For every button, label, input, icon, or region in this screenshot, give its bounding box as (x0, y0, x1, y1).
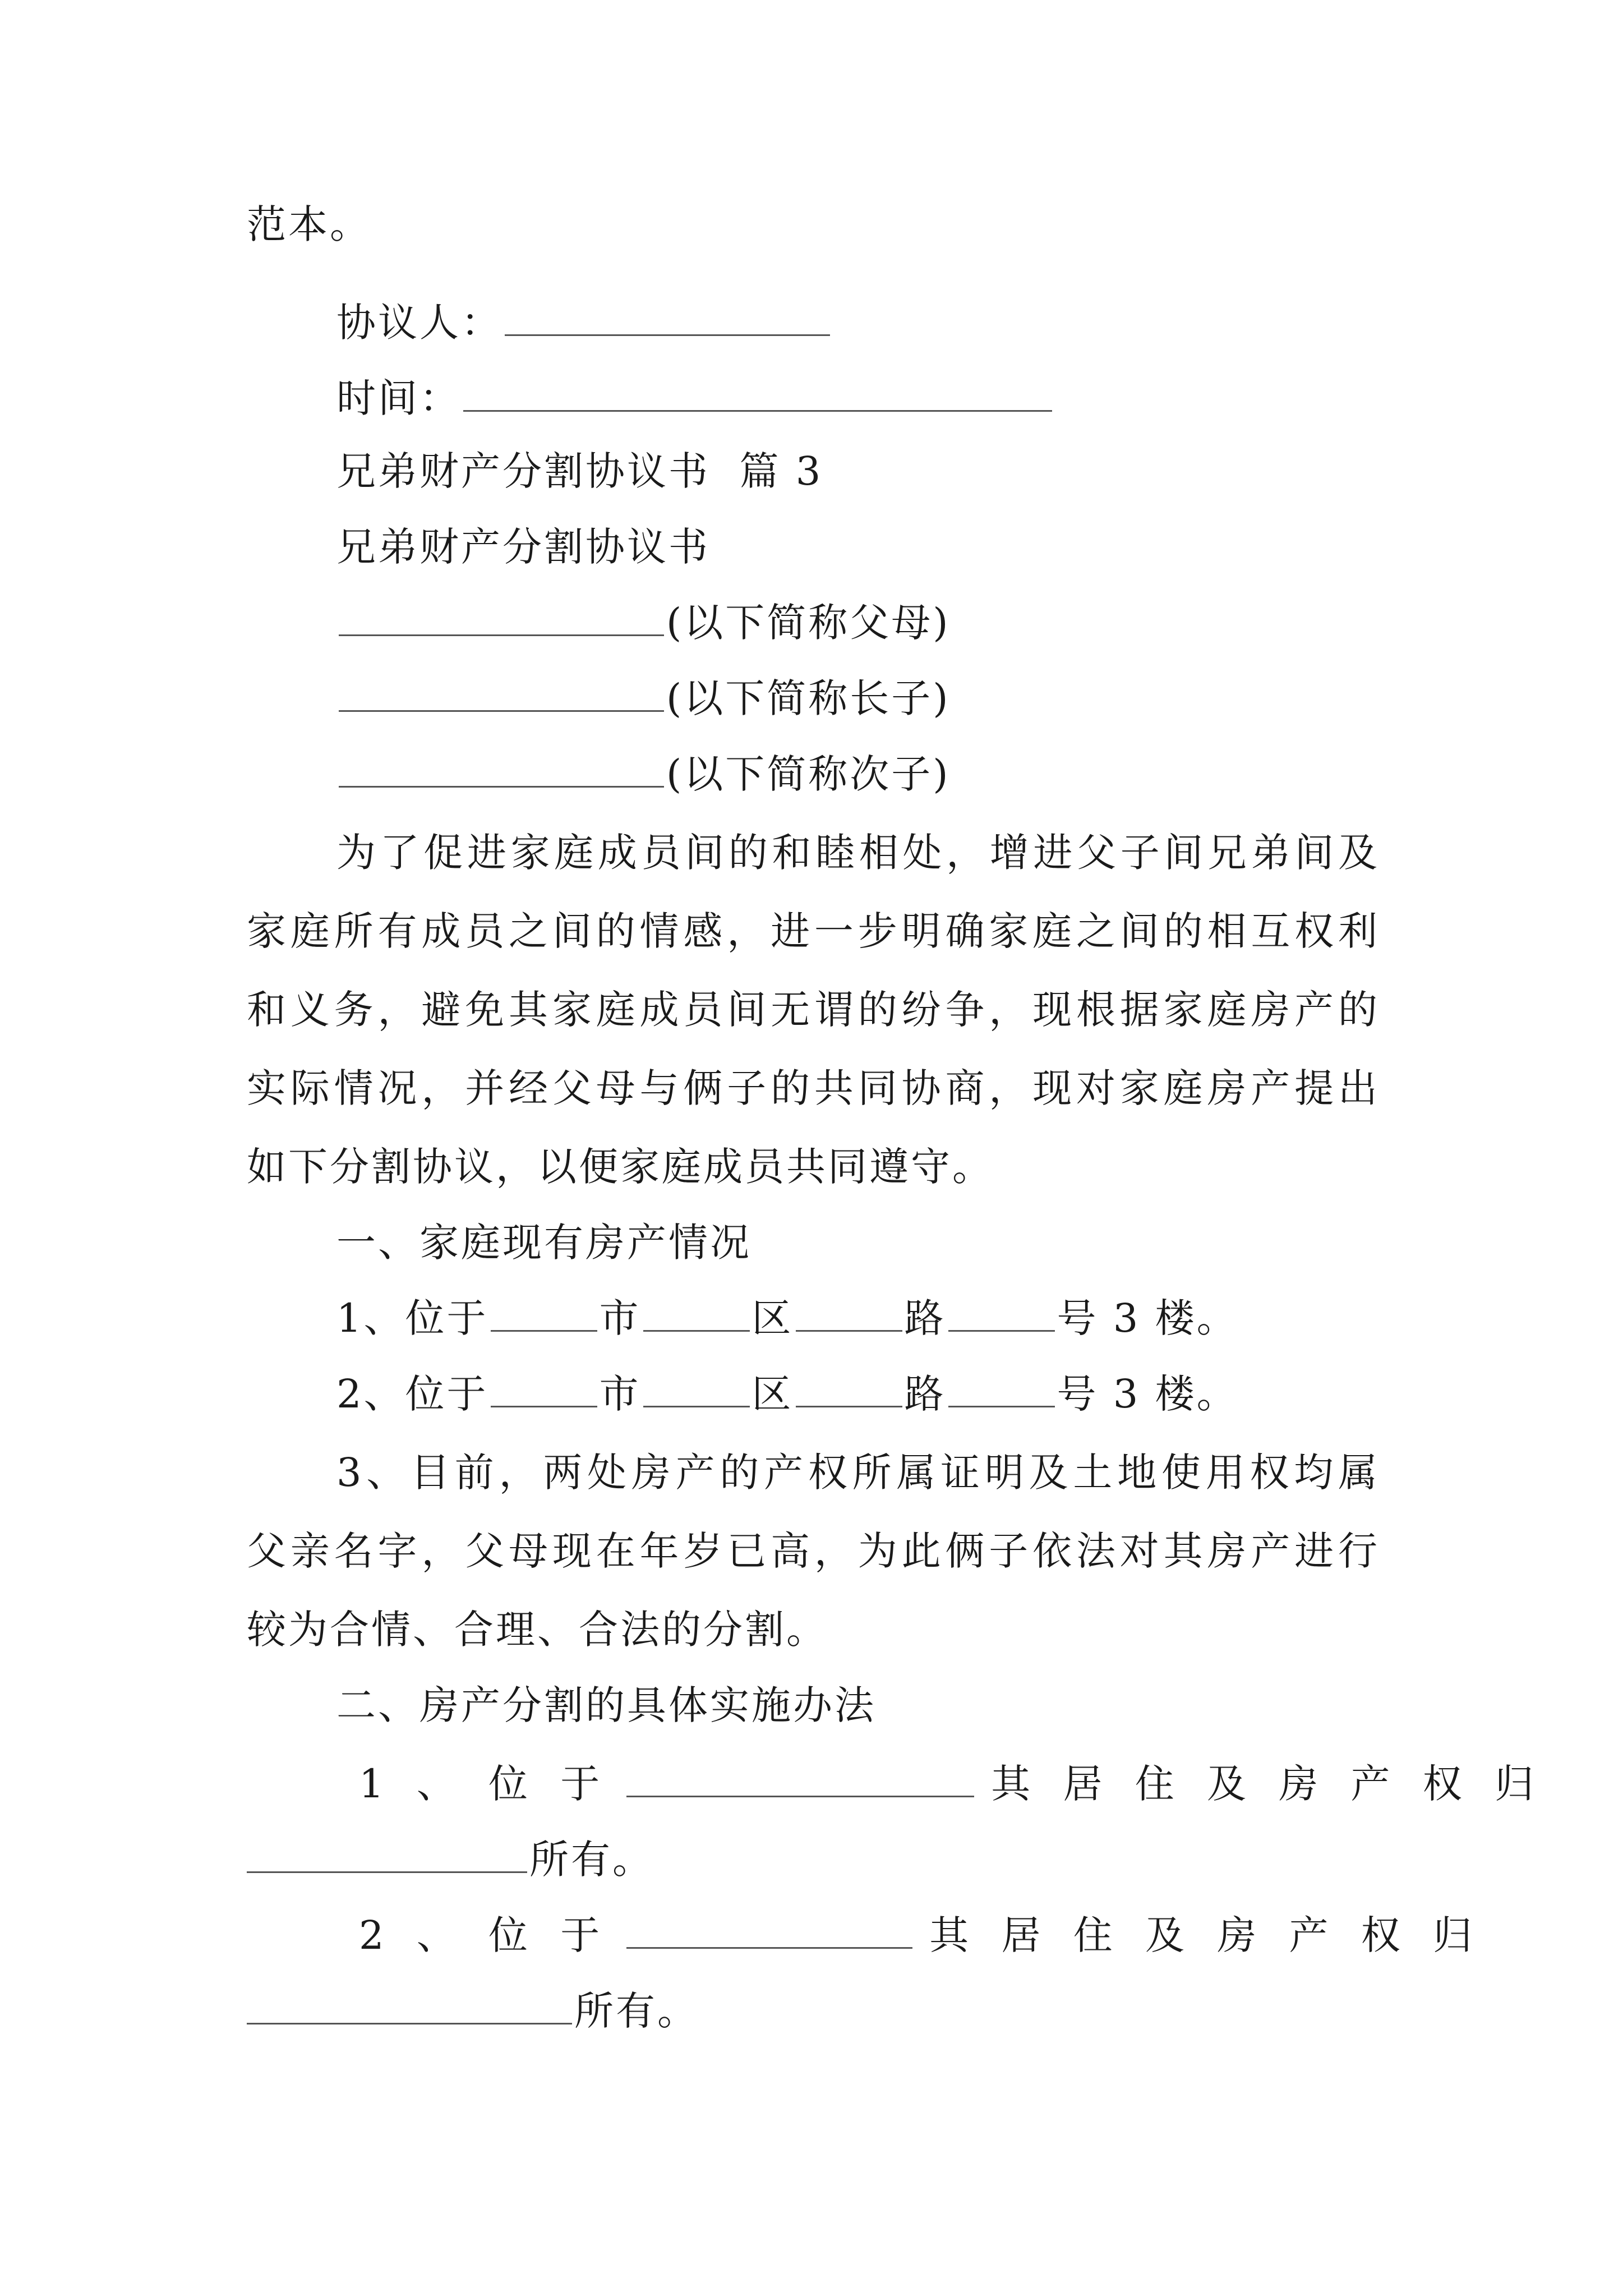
district-label: 区 (751, 1295, 794, 1341)
item-prefix: 1 、 位 于 (359, 1761, 610, 1807)
document-title (336, 519, 1380, 575)
allocation-owner-1 (247, 1832, 1380, 1888)
party-blank (339, 677, 664, 712)
paragraph-line (247, 982, 1380, 1038)
line-text: 父亲名字，父母现在年岁已高，为此俩子依法对其房产进行 (247, 1528, 1380, 1574)
heading-text: 一、家庭现有房产情况 (336, 1220, 751, 1266)
district-blank (643, 1372, 750, 1407)
party-label: (以下简称父母) (666, 600, 951, 646)
paragraph-line (247, 1602, 1380, 1658)
section-heading (336, 443, 1380, 499)
line-text: 3、目前，两处房产的产权所属证明及土地使用权均属 (336, 1450, 1380, 1496)
section-heading-1 (336, 1214, 1380, 1271)
line-text: 为了促进家庭成员间的和睦相处，增进父子间兄弟间及 (336, 830, 1380, 876)
section-heading-2 (336, 1677, 1380, 1733)
item-suffix: 其 居 住 及 房 产 权 归 (929, 1912, 1483, 1958)
number-blank (948, 1372, 1055, 1407)
road-blank (796, 1372, 902, 1407)
number-label: 号 3 楼。 (1057, 1371, 1238, 1417)
paragraph-line (247, 1523, 1380, 1579)
number-label: 号 3 楼。 (1057, 1295, 1238, 1341)
title-text: 兄弟财产分割协议书 (336, 524, 710, 570)
location-blank (626, 1762, 974, 1797)
owner-blank (247, 1989, 572, 2024)
owner-blank (247, 1838, 527, 1873)
owner-label: 所有。 (529, 1837, 654, 1883)
party-line-younger-son (336, 746, 1380, 802)
date-line (336, 370, 1380, 426)
party-label: (以下简称长子) (666, 675, 951, 721)
item-prefix: 1、位于 (336, 1295, 488, 1341)
paragraph-line (247, 1139, 1380, 1195)
party-blank (339, 752, 664, 788)
line-text: 家庭所有成员之间的情感，进一步明确家庭之间的相互权利 (247, 908, 1380, 954)
item-prefix: 2、位于 (336, 1371, 488, 1417)
line-text: 范本。 (247, 201, 371, 247)
paragraph-line (247, 903, 1380, 959)
party-label: (以下简称次子) (666, 751, 951, 797)
date-label: 时间： (336, 375, 461, 421)
text-line (247, 196, 1380, 252)
party-line-elder-son (336, 670, 1380, 726)
heading-text: 二、房产分割的具体实施办法 (336, 1682, 876, 1728)
city-blank (491, 1372, 597, 1407)
district-blank (643, 1296, 750, 1332)
property-item-1 (336, 1290, 1380, 1346)
number-blank (948, 1296, 1055, 1332)
line-text: 如下分割协议，以便家庭成员共同遵守。 (247, 1144, 994, 1190)
signer-blank (505, 301, 830, 336)
line-text: 实际情况，并经父母与俩子的共同协商，现对家庭房产提出 (247, 1065, 1380, 1111)
party-line-parents (336, 595, 1380, 651)
paragraph-line (336, 1444, 1380, 1501)
allocation-owner-2 (247, 1983, 1380, 2039)
city-label: 市 (599, 1295, 641, 1341)
signer-line (336, 295, 1380, 351)
paragraph-line (247, 1060, 1380, 1116)
allocation-item-2 (359, 1907, 1483, 1963)
signer-label: 协议人： (336, 300, 502, 346)
location-blank (626, 1913, 912, 1949)
property-item-2 (336, 1366, 1380, 1422)
road-blank (796, 1296, 902, 1332)
owner-label: 所有。 (574, 1988, 699, 2034)
line-text: 和义务，避免其家庭成员间无谓的纷争，现根据家庭房产的 (247, 987, 1380, 1033)
district-label: 区 (751, 1371, 794, 1417)
line-text: 较为合情、合理、合法的分割。 (247, 1607, 828, 1653)
item-prefix: 2 、 位 于 (359, 1912, 610, 1958)
road-label: 路 (904, 1371, 946, 1417)
city-blank (491, 1296, 597, 1332)
item-suffix: 其 居 住 及 房 产 权 归 (991, 1761, 1544, 1807)
paragraph-line (336, 825, 1380, 881)
party-blank (339, 601, 664, 636)
date-blank (463, 376, 1052, 412)
city-label: 市 (599, 1371, 641, 1417)
road-label: 路 (904, 1295, 946, 1341)
allocation-item-1 (359, 1756, 1544, 1812)
heading-text: 兄弟财产分割协议书 篇 3 (336, 448, 823, 494)
